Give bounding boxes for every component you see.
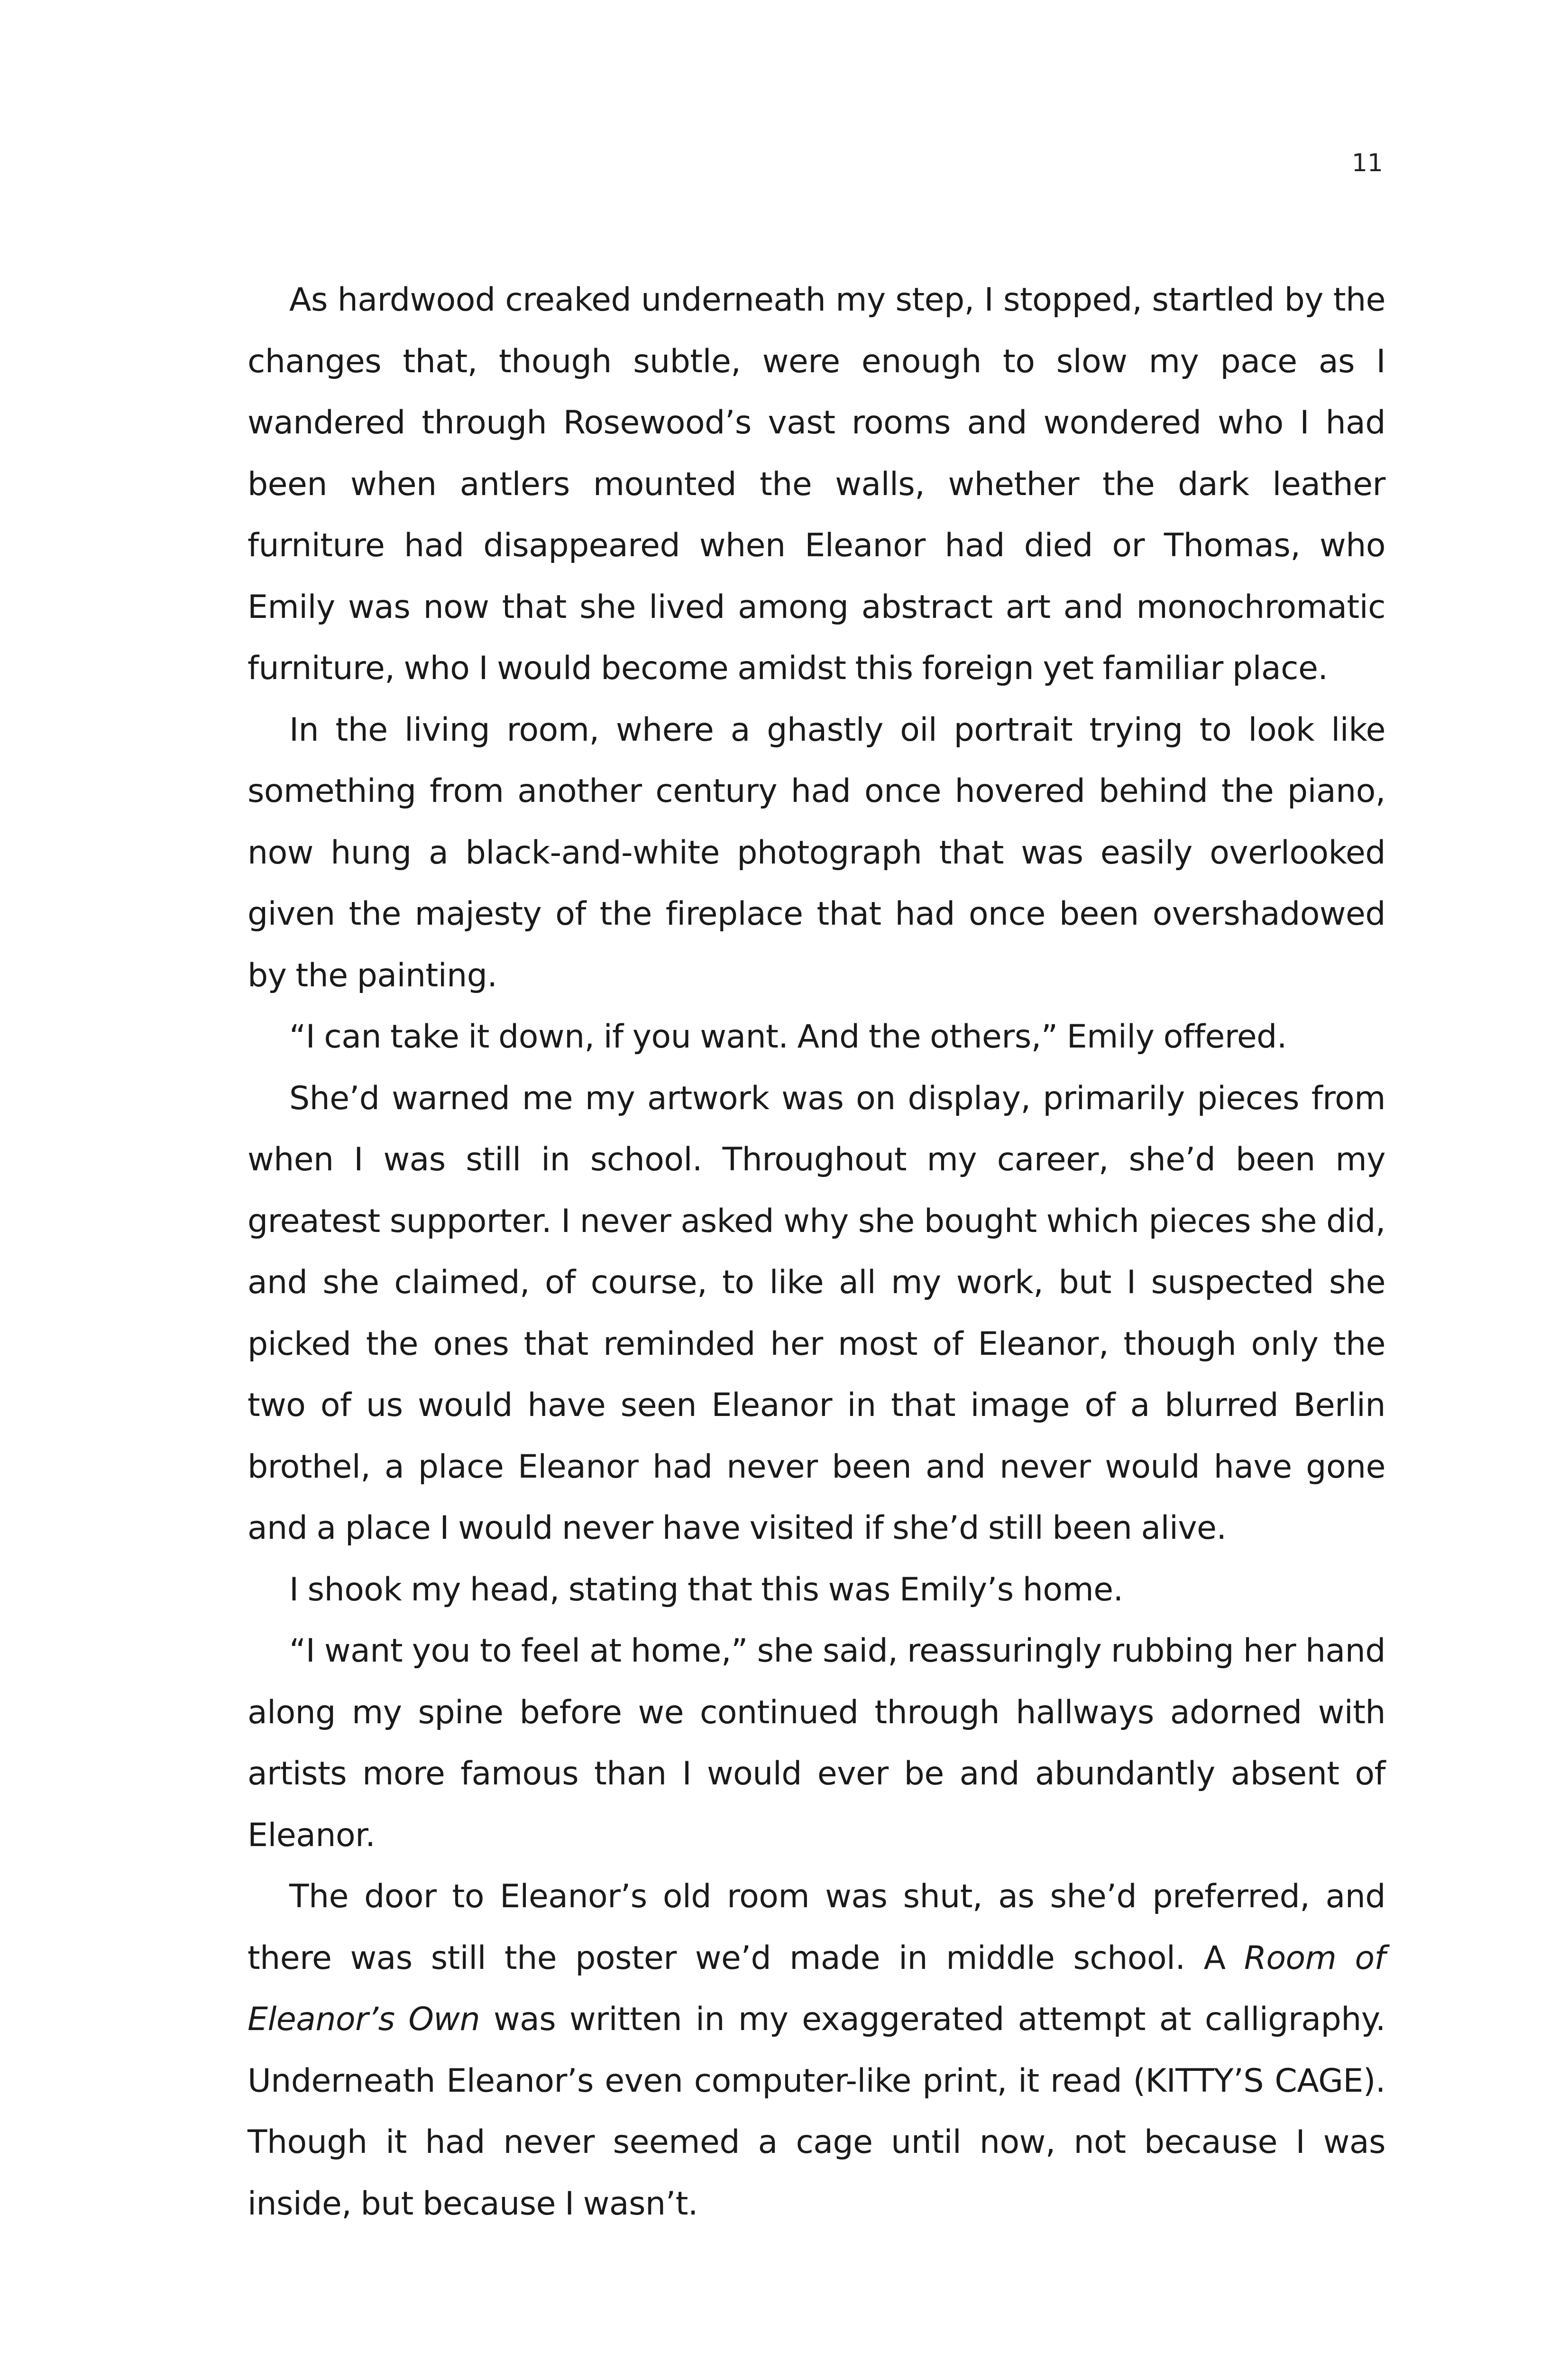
paragraph-7-lead: The door to Eleanor’s old room was shut, as she’d preferred, and there was still the poster we’d made in middle school. A [248,1878,1385,1977]
paragraph-6-dialogue: “I want you to feel at home,” she said, reassuringly rubbing her hand along my spine before we continued through hallways adorned with artists more famous than I would ever be and abundantly absent of Eleanor. [248,1632,1385,1854]
poster-title: Room of Eleanor’s Own [248,1939,1385,2038]
paragraph-5: I shook my head, stating that this was Emily’s home. [289,1571,1123,1608]
paragraph-2: In the living room, where a ghastly oil portrait trying to look like something from another century had once hovered behind the piano, now hung a black-and-white photograph that was easily overlooked given the majesty of the fireplace that had once been overshadowed by the painting. [248,711,1385,994]
paragraph-7 [248,1866,1385,2234]
body-text [248,269,1385,2234]
paragraph-3-dialogue: “I can take it down, if you want. And the others,” Emily offered. [289,1018,1287,1056]
paragraph-7-tail: was written in my exaggerated attempt at calligraphy. Underneath Eleanor’s even computer-like print, it read (KITTY’S CAGE). Though it had never seemed a cage until now, not because I was inside, but because I wasn’t. [248,2001,1386,2223]
paragraph-1: As hardwood creaked underneath my step, I stopped, startled by the changes that, though subtle, were enough to slow my pace as I wandered through Rosewood’s vast rooms and wondered who I had been when antlers mounted the walls, whether the dark leather furniture had disappeared when Eleanor had died or Thomas, who Emily was now that she lived among abstract art and monochromatic furniture, who I would become amidst this foreign yet familiar place. [248,281,1385,687]
paragraph-4: She’d warned me my artwork was on display, primarily pieces from when I was still in school. Throughout my career, she’d been my greatest supporter. I never asked why she bought which pieces she did, and she claimed, of course, to like all my work, but I suspected she picked the ones that reminded her most of Eleanor, though only the two of us would have seen Eleanor in that image of a blurred Berlin brothel, a place Eleanor had never been and never would have gone and a place I would never have visited if she’d still been alive. [248,1079,1385,1547]
page-number: 11 [1351,149,1383,177]
